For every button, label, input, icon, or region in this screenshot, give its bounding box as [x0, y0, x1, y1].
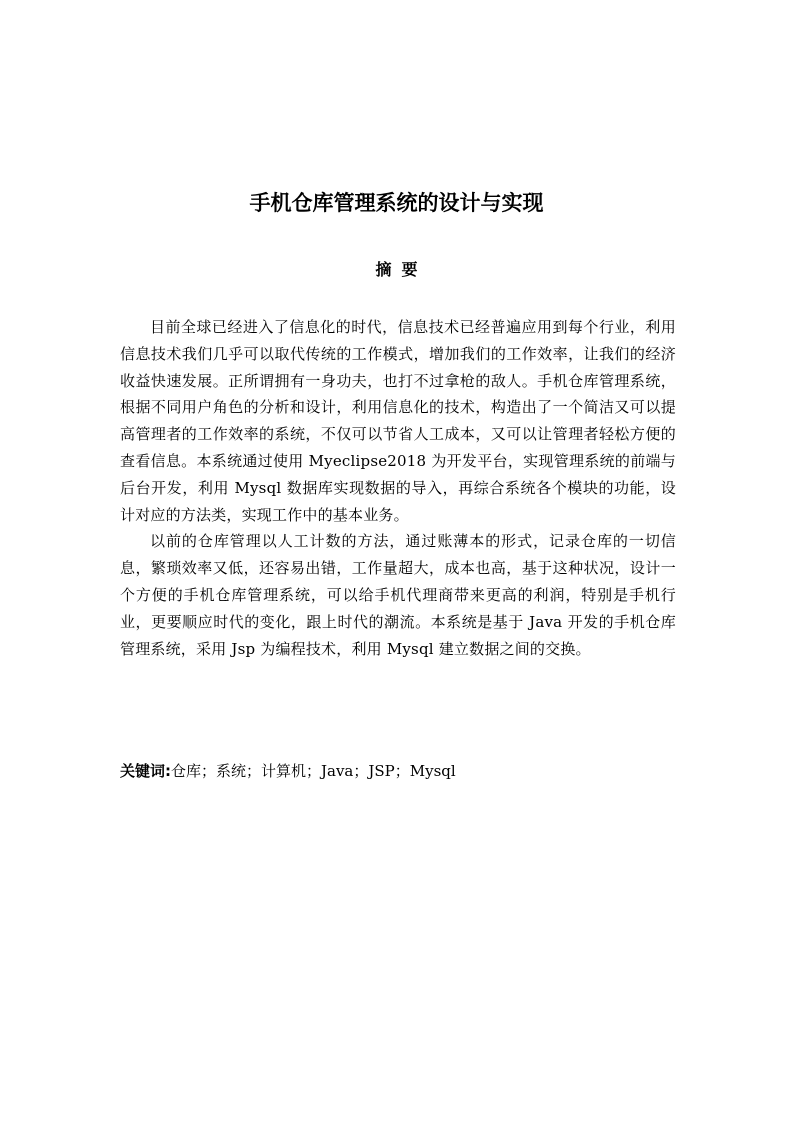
abstract-paragraph-2: 以前的仓库管理以人工计数的方法，通过账薄本的形式，记录仓库的一切信息，繁琐效率又低，还容易出错，工作量超大，成本也高，基于这种状况，设计一个方便的手机仓库管理系统，可以给手机代理商带来更高的利润，特别是手机行业，更要顺应时代的变化，跟上时代的潮流。本系统是基于 Java 开发的手机仓库管理系统，采用 Jsp 为编程技术，利用 Mysql 建立数据之间的交换。 — [120, 532, 676, 658]
abstract-heading-char: 要 — [401, 260, 418, 279]
keywords-label: 关键词: — [120, 762, 171, 780]
abstract-body — [120, 314, 676, 662]
abstract-heading — [0, 258, 793, 282]
abstract-paragraph-1: 目前全球已经进入了信息化的时代，信息技术已经普遍应用到每个行业，利用信息技术我们几乎可以取代传统的工作模式，增加我们的工作效率，让我们的经济收益快速发展。正所谓拥有一身功夫，也打不过拿枪的敌人。手机仓库管理系统，根据不同用户角色的分析和设计，利用信息化的技术，构造出了一个简洁又可以提高管理者的工作效率的系统，不仅可以节省人工成本，又可以让管理者轻松方便的查看信息。本系统通过使用 Myeclipse2018 为开发平台，实现管理系统的前端与后台开发，利用 Mysql 数据库实现数据的导入，再综合系统各个模块的功能，设计对应的方法类，实现工作中的基本业务。 — [120, 318, 676, 524]
abstract-heading-char: 摘 — [375, 260, 392, 279]
document-title: 手机仓库管理系统的设计与实现 — [249, 191, 544, 215]
keywords-line — [120, 758, 676, 784]
keywords-text: 仓库；系统；计算机；Java；JSP；Mysql — [171, 762, 456, 780]
